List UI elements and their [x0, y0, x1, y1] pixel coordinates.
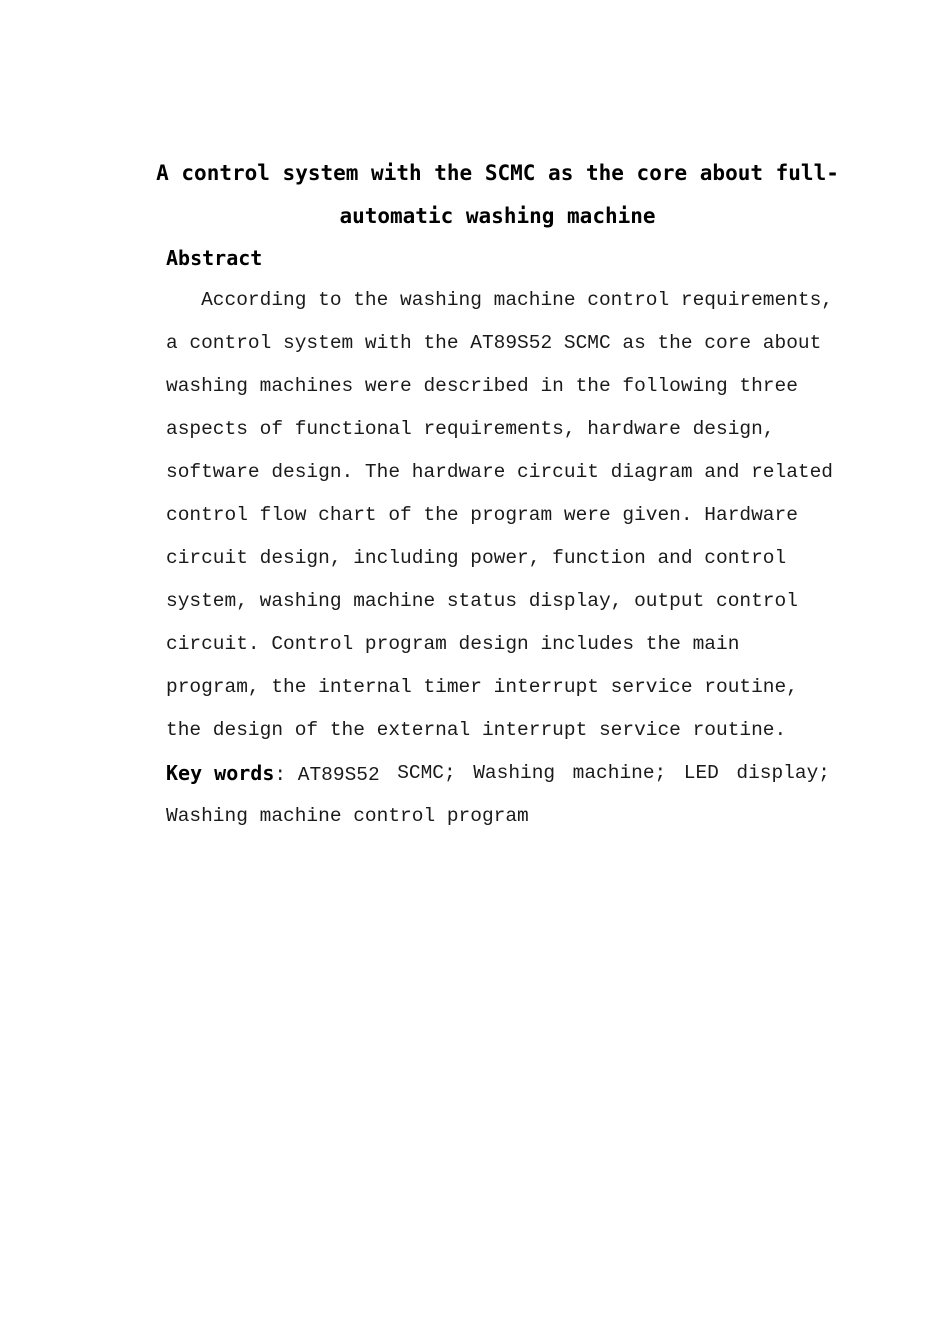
keywords-first-group: [166, 752, 380, 797]
keywords-line: [166, 752, 830, 797]
abstract-line: a control system with the AT89S52 SCMC as the core about: [166, 332, 822, 354]
title-line-2: automatic washing machine: [339, 204, 656, 228]
keyword-text: LED: [683, 762, 719, 784]
keyword-text: SCMC;: [397, 762, 456, 784]
abstract-line: aspects of functional requirements, hardware design,: [166, 418, 775, 440]
keywords-label: Key words: [166, 761, 275, 785]
keyword-text: : AT89S52: [274, 764, 380, 786]
abstract-line: the design of the external interrupt service routine.: [166, 719, 787, 741]
abstract-line: program, the internal timer interrupt service routine,: [166, 676, 798, 698]
abstract-line: software design. The hardware circuit diagram and related: [166, 461, 834, 483]
abstract-line: According to the washing machine control requirements,: [166, 289, 834, 311]
abstract-line: control flow chart of the program were given. Hardware: [166, 504, 798, 526]
keywords-line-2: Washing machine control program: [166, 805, 529, 827]
abstract-line: system, washing machine status display, output control: [166, 590, 798, 612]
keyword-text: machine;: [572, 762, 667, 784]
abstract-line: washing machines were described in the following three: [166, 375, 798, 397]
keyword-text: display;: [736, 762, 830, 784]
abstract-line: circuit. Control program design includes the main: [166, 633, 740, 655]
keyword-text: Washing: [473, 762, 556, 784]
abstract-line: circuit design, including power, function and control: [166, 547, 787, 569]
title-line-1: A control system with the SCMC as the core about full-: [156, 161, 839, 185]
abstract-heading: Abstract: [166, 246, 263, 270]
